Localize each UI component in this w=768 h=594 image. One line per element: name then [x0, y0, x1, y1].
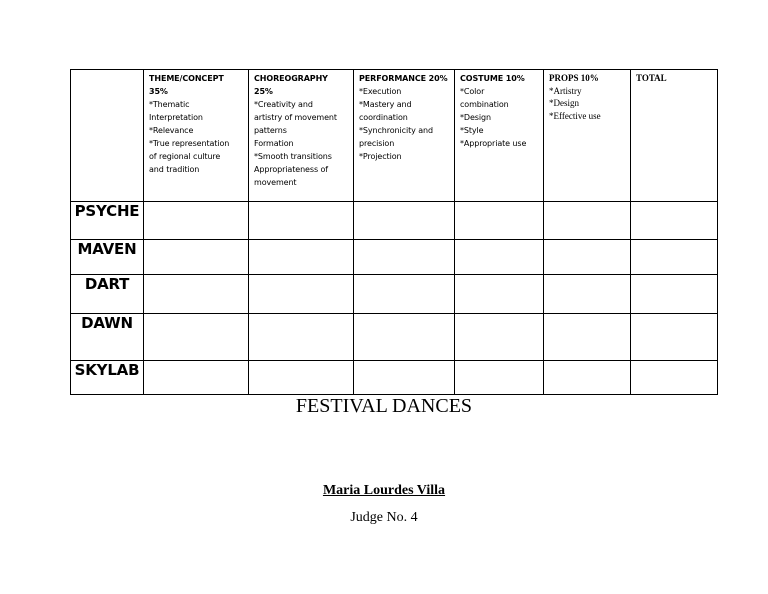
- criteria-line: precision: [359, 139, 395, 148]
- score-cell-choreography: [249, 361, 354, 395]
- criteria-line: artistry of movement: [254, 113, 337, 122]
- corner-cell: [71, 70, 144, 202]
- scoring-table: [70, 69, 718, 395]
- criteria-line: *Thematic: [149, 100, 190, 109]
- criteria-performance: [354, 70, 455, 202]
- criteria-title: COSTUME 10%: [460, 74, 525, 83]
- criteria-title: PERFORMANCE 20%: [359, 74, 448, 83]
- score-cell-choreography: [249, 202, 354, 240]
- criteria-line: combination: [460, 100, 509, 109]
- score-cell-performance: [354, 202, 455, 240]
- criteria-title: THEME/CONCEPT 35%: [149, 74, 224, 96]
- score-cell-performance: [354, 275, 455, 314]
- criteria-line: *Mastery and: [359, 100, 412, 109]
- criteria-line: *Effective use: [549, 110, 601, 121]
- criteria-header-row: [71, 70, 718, 202]
- criteria-title: TOTAL: [636, 73, 667, 83]
- score-cell-props: [544, 275, 631, 314]
- team-row: [71, 361, 718, 395]
- criteria-line: *Execution: [359, 87, 402, 96]
- event-title: FESTIVAL DANCES: [295, 395, 473, 417]
- score-cell-total: [631, 361, 718, 395]
- criteria-line: movement: [254, 178, 297, 187]
- score-cell-total: [631, 202, 718, 240]
- score-cell-choreography: [249, 314, 354, 361]
- criteria-line: *Color: [460, 87, 485, 96]
- score-cell-costume: [455, 361, 544, 395]
- criteria-line: of regional culture: [149, 152, 221, 161]
- score-cell-theme: [144, 202, 249, 240]
- score-cell-props: [544, 361, 631, 395]
- criteria-line: *Design: [549, 98, 579, 108]
- score-cell-props: [544, 202, 631, 240]
- team-row: [71, 275, 718, 314]
- score-cell-total: [631, 314, 718, 361]
- team-name: MAVEN: [71, 240, 144, 275]
- team-row: [71, 314, 718, 361]
- criteria-line: *Appropriate use: [460, 139, 527, 148]
- score-cell-total: [631, 275, 718, 314]
- score-cell-theme: [144, 275, 249, 314]
- score-cell-costume: [455, 202, 544, 240]
- criteria-line: *Projection: [359, 152, 402, 161]
- team-name: DART: [71, 275, 144, 314]
- score-cell-props: [544, 240, 631, 275]
- score-cell-total: [631, 240, 718, 275]
- judge-number: Judge No. 4: [350, 510, 418, 525]
- team-name: PSYCHE: [71, 202, 144, 240]
- score-cell-choreography: [249, 275, 354, 314]
- criteria-line: *Relevance: [149, 126, 194, 135]
- score-cell-props: [544, 314, 631, 361]
- score-cell-theme: [144, 314, 249, 361]
- score-cell-costume: [455, 240, 544, 275]
- criteria-line: *True representation: [149, 139, 230, 148]
- team-row: [71, 240, 718, 275]
- team-name: DAWN: [71, 314, 144, 361]
- judge-name: Maria Lourdes Villa: [322, 483, 446, 498]
- criteria-line: patterns: [254, 126, 287, 135]
- criteria-line: and tradition: [149, 165, 200, 174]
- score-cell-performance: [354, 240, 455, 275]
- criteria-theme-concept: [144, 70, 249, 202]
- team-name: SKYLAB: [71, 361, 144, 395]
- score-cell-theme: [144, 240, 249, 275]
- criteria-line: coordination: [359, 113, 408, 122]
- criteria-line: *Style: [460, 126, 484, 135]
- score-cell-performance: [354, 314, 455, 361]
- score-cell-theme: [144, 361, 249, 395]
- criteria-line: Appropriateness of: [254, 165, 328, 174]
- criteria-line: *Design: [460, 113, 491, 122]
- criteria-line: Interpretation: [149, 113, 203, 122]
- criteria-line: *Synchronicity and: [359, 126, 433, 135]
- criteria-choreography: [249, 70, 354, 202]
- criteria-line: *Artistry: [549, 85, 582, 96]
- criteria-title: PROPS 10%: [549, 73, 599, 83]
- criteria-total: [631, 70, 718, 202]
- criteria-line: *Smooth transitions: [254, 152, 332, 161]
- criteria-costume: [455, 70, 544, 202]
- criteria-line: Formation: [254, 139, 294, 148]
- criteria-line: *Creativity and: [254, 100, 313, 109]
- score-cell-costume: [455, 314, 544, 361]
- team-row: [71, 202, 718, 240]
- score-cell-costume: [455, 275, 544, 314]
- criteria-props: [544, 70, 631, 202]
- criteria-title: CHOREOGRAPHY 25%: [254, 74, 328, 96]
- score-cell-choreography: [249, 240, 354, 275]
- score-cell-performance: [354, 361, 455, 395]
